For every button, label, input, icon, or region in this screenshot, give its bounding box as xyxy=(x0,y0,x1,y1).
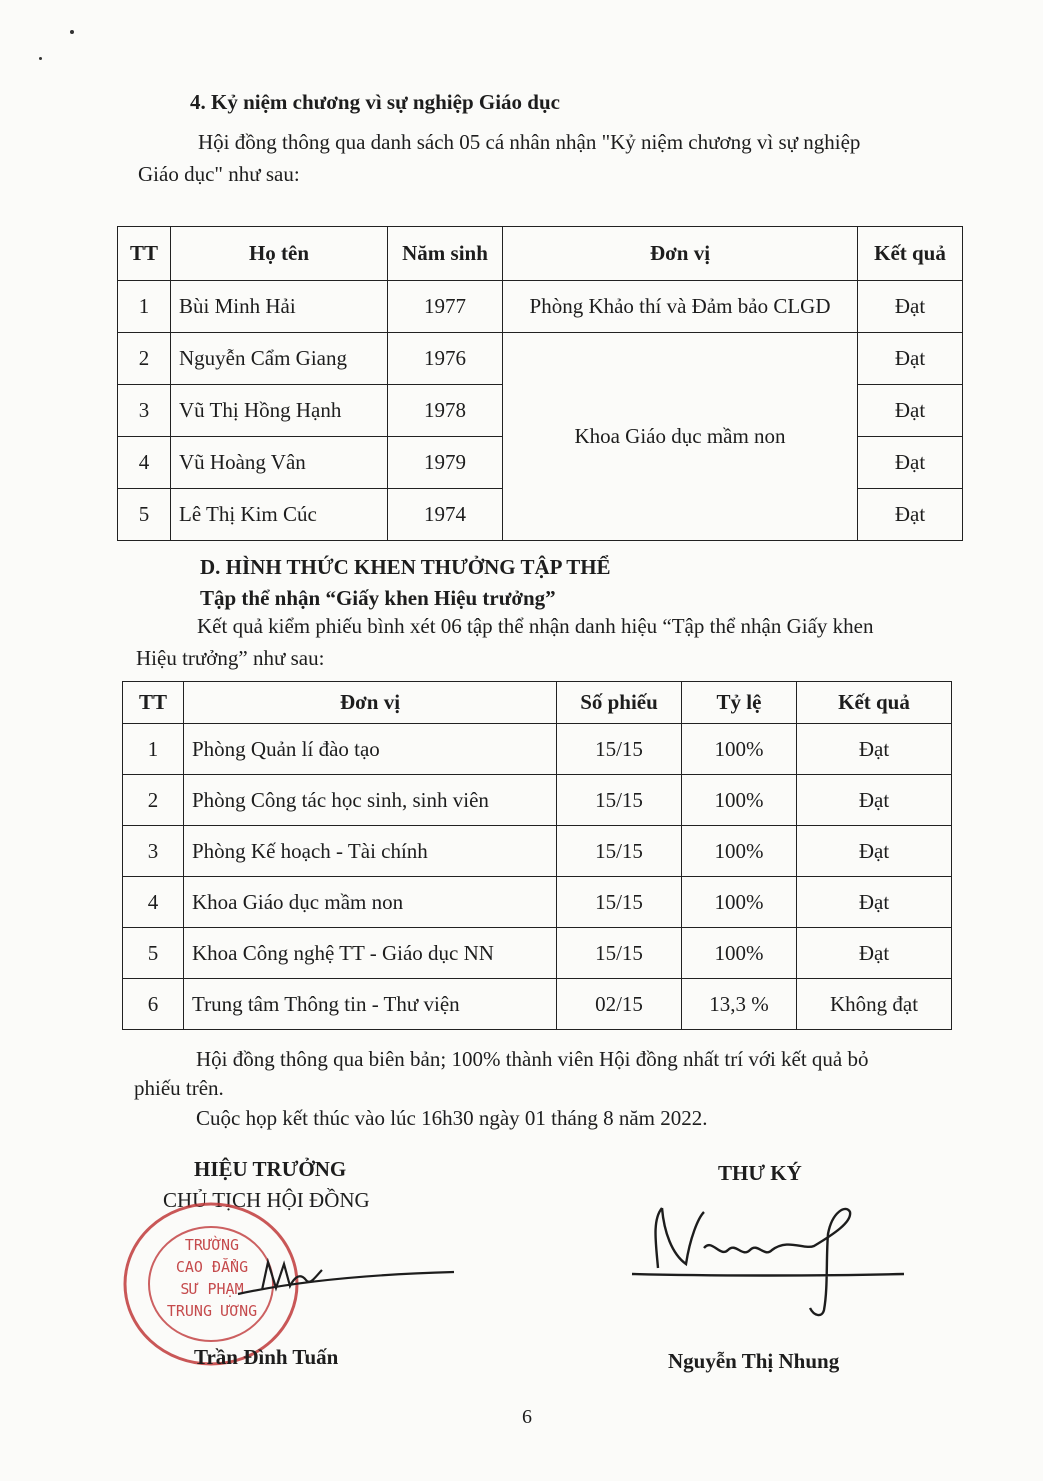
cell-tt: 3 xyxy=(118,385,171,437)
section-4-heading: 4. Kỷ niệm chương vì sự nghiệp Giáo dục xyxy=(190,90,560,114)
closing-line-3: Cuộc họp kết thúc vào lúc 16h30 ngày 01 tháng 8 năm 2022. xyxy=(196,1106,708,1130)
cell-tt: 4 xyxy=(118,437,171,489)
col-header-result: Kết quả xyxy=(858,227,963,281)
seal-line: TRƯỜNG xyxy=(184,1236,240,1254)
cell-rate: 100% xyxy=(682,826,797,877)
table-row xyxy=(123,877,952,928)
cell-name: Nguyễn Cẩm Giang xyxy=(171,333,388,385)
right-handwritten-signature xyxy=(628,1198,910,1328)
cell-unit: Phòng Quản lí đào tạo xyxy=(184,724,557,775)
table-row xyxy=(123,826,952,877)
cell-tt: 4 xyxy=(123,877,184,928)
col-header-year: Năm sinh xyxy=(388,227,503,281)
cell-votes: 15/15 xyxy=(557,928,682,979)
cell-unit: Phòng Công tác học sinh, sinh viên xyxy=(184,775,557,826)
cell-name: Vũ Hoàng Vân xyxy=(171,437,388,489)
table-row xyxy=(123,775,952,826)
page-number: 6 xyxy=(522,1406,532,1428)
cell-result: Đạt xyxy=(858,385,963,437)
cell-result: Đạt xyxy=(797,928,952,979)
right-signatory-title: THƯ KÝ xyxy=(718,1161,802,1185)
section-d-intro-2: Hiệu trưởng” như sau: xyxy=(136,646,325,670)
cell-tt: 1 xyxy=(123,724,184,775)
cell-votes: 15/15 xyxy=(557,724,682,775)
cell-result: Đạt xyxy=(858,489,963,541)
table-row xyxy=(123,928,952,979)
seal-line: CAO ĐẲNG xyxy=(175,1258,249,1276)
section-d-subheading: Tập thể nhận “Giấy khen Hiệu trưởng” xyxy=(200,586,556,610)
cell-result: Đạt xyxy=(797,877,952,928)
table-row xyxy=(118,281,963,333)
cell-unit-merged: Khoa Giáo dục mầm non xyxy=(503,333,858,541)
cell-unit: Phòng Khảo thí và Đảm bảo CLGD xyxy=(503,281,858,333)
cell-rate: 100% xyxy=(682,775,797,826)
section-d-intro-1: Kết quả kiểm phiếu bình xét 06 tập thể nhận danh hiệu “Tập thể nhận Giấy khen xyxy=(197,614,874,638)
cell-name: Lê Thị Kim Cúc xyxy=(171,489,388,541)
col-header-votes: Số phiếu xyxy=(557,682,682,724)
cell-tt: 2 xyxy=(118,333,171,385)
table-row xyxy=(123,979,952,1030)
closing-line-2: phiếu trên. xyxy=(134,1076,224,1100)
left-handwritten-signature xyxy=(232,1250,462,1310)
cell-year: 1974 xyxy=(388,489,503,541)
cell-unit: Khoa Công nghệ TT - Giáo dục NN xyxy=(184,928,557,979)
cell-tt: 2 xyxy=(123,775,184,826)
cell-rate: 100% xyxy=(682,724,797,775)
cell-votes: 15/15 xyxy=(557,826,682,877)
cell-unit: Khoa Giáo dục mầm non xyxy=(184,877,557,928)
cell-year: 1978 xyxy=(388,385,503,437)
cell-unit: Trung tâm Thông tin - Thư viện xyxy=(184,979,557,1030)
table-header-row xyxy=(123,682,952,724)
collective-award-table xyxy=(122,681,952,1030)
section-4-intro-1: Hội đồng thông qua danh sách 05 cá nhân nhận "Kỷ niệm chương vì sự nghiệp xyxy=(198,130,861,154)
left-signatory-name: Trần Đình Tuấn xyxy=(194,1345,339,1369)
col-header-name: Họ tên xyxy=(171,227,388,281)
cell-result: Không đạt xyxy=(797,979,952,1030)
cell-result: Đạt xyxy=(797,724,952,775)
col-header-tt: TT xyxy=(118,227,171,281)
table-row xyxy=(118,333,963,385)
cell-result: Đạt xyxy=(858,281,963,333)
cell-votes: 02/15 xyxy=(557,979,682,1030)
speck xyxy=(39,57,42,60)
cell-result: Đạt xyxy=(797,775,952,826)
cell-tt: 6 xyxy=(123,979,184,1030)
right-signatory-name: Nguyễn Thị Nhung xyxy=(668,1349,840,1373)
left-signatory-title: HIỆU TRƯỞNG xyxy=(194,1157,347,1181)
col-header-unit: Đơn vị xyxy=(184,682,557,724)
cell-tt: 5 xyxy=(118,489,171,541)
cell-tt: 1 xyxy=(118,281,171,333)
cell-year: 1976 xyxy=(388,333,503,385)
left-signatory-subtitle: CHỦ TỊCH HỘI ĐỒNG xyxy=(163,1188,370,1212)
cell-rate: 100% xyxy=(682,928,797,979)
cell-result: Đạt xyxy=(797,826,952,877)
col-header-result: Kết quả xyxy=(797,682,952,724)
cell-year: 1977 xyxy=(388,281,503,333)
seal-line: TRUNG ƯƠNG xyxy=(166,1302,258,1320)
col-header-unit: Đơn vị xyxy=(503,227,858,281)
col-header-rate: Tỷ lệ xyxy=(682,682,797,724)
table-header-row xyxy=(118,227,963,281)
section-d-heading: D. HÌNH THỨC KHEN THƯỞNG TẬP THỂ xyxy=(200,555,611,579)
cell-rate: 13,3 % xyxy=(682,979,797,1030)
section-4-intro-2: Giáo dục" như sau: xyxy=(138,162,300,186)
seal-line: SƯ PHẠM xyxy=(180,1280,244,1298)
cell-rate: 100% xyxy=(682,877,797,928)
cell-result: Đạt xyxy=(858,333,963,385)
cell-votes: 15/15 xyxy=(557,877,682,928)
cell-name: Vũ Thị Hồng Hạnh xyxy=(171,385,388,437)
closing-line-1: Hội đồng thông qua biên bản; 100% thành viên Hội đồng nhất trí với kết quả bỏ xyxy=(196,1047,869,1071)
table-row xyxy=(123,724,952,775)
cell-name: Bùi Minh Hải xyxy=(171,281,388,333)
cell-year: 1979 xyxy=(388,437,503,489)
cell-unit: Phòng Kế hoạch - Tài chính xyxy=(184,826,557,877)
commemorative-medal-table xyxy=(117,226,963,541)
cell-votes: 15/15 xyxy=(557,775,682,826)
cell-tt: 3 xyxy=(123,826,184,877)
speck xyxy=(70,30,74,34)
col-header-tt: TT xyxy=(123,682,184,724)
cell-tt: 5 xyxy=(123,928,184,979)
cell-result: Đạt xyxy=(858,437,963,489)
